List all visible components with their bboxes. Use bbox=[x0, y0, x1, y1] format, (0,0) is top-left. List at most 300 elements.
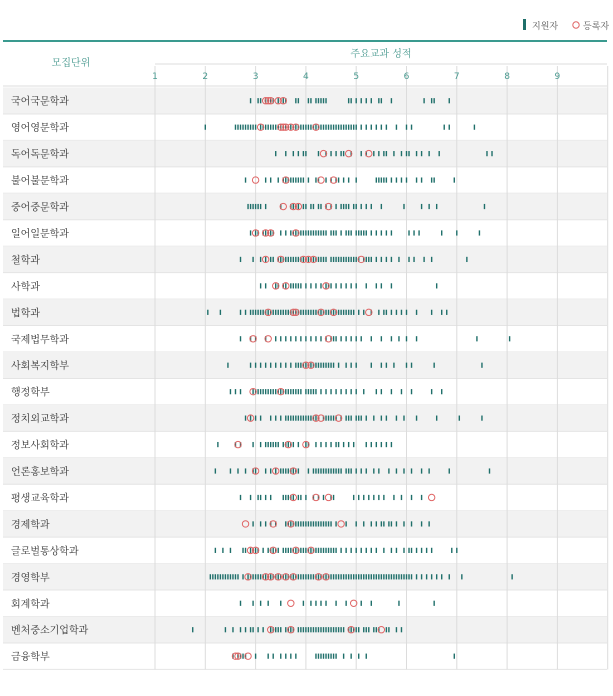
applicant-mark bbox=[391, 310, 392, 315]
x-tick-label: 1 bbox=[152, 72, 158, 82]
applicant-mark bbox=[393, 574, 394, 579]
applicant-mark bbox=[217, 574, 218, 579]
applicant-mark bbox=[315, 548, 316, 553]
applicant-mark bbox=[290, 177, 291, 182]
applicant-mark bbox=[366, 204, 367, 209]
applicant-mark bbox=[366, 627, 367, 632]
applicant-mark bbox=[363, 495, 364, 500]
applicant-mark bbox=[265, 363, 266, 368]
registrant-legend-label: 등록자 bbox=[583, 22, 610, 32]
applicant-mark bbox=[320, 442, 321, 447]
applicant-mark bbox=[343, 654, 344, 659]
applicant-mark bbox=[275, 363, 276, 368]
applicant-mark bbox=[295, 389, 296, 394]
applicant-mark bbox=[343, 177, 344, 182]
applicant-mark bbox=[320, 283, 321, 288]
applicant-mark bbox=[328, 521, 329, 526]
applicant-mark bbox=[318, 98, 319, 103]
applicant-mark bbox=[235, 574, 236, 579]
applicant-mark bbox=[310, 601, 311, 606]
applicant-mark bbox=[300, 336, 301, 341]
applicant-mark bbox=[220, 574, 221, 579]
applicant-mark bbox=[381, 230, 382, 235]
applicant-mark bbox=[273, 125, 274, 130]
applicant-mark bbox=[361, 468, 362, 473]
applicant-mark bbox=[356, 177, 357, 182]
applicant-mark bbox=[273, 654, 274, 659]
applicant-mark bbox=[257, 389, 258, 394]
applicant-mark bbox=[356, 204, 357, 209]
applicant-mark bbox=[260, 389, 261, 394]
row-label: 정보사회학과 bbox=[11, 440, 69, 452]
applicant-mark bbox=[247, 125, 248, 130]
row-label: 경제학과 bbox=[11, 519, 50, 531]
applicant-mark bbox=[335, 654, 336, 659]
applicant-mark bbox=[449, 125, 450, 130]
applicant-mark bbox=[353, 125, 354, 130]
applicant-mark bbox=[413, 230, 414, 235]
applicant-mark bbox=[252, 442, 253, 447]
applicant-mark bbox=[340, 389, 341, 394]
applicant-mark bbox=[363, 389, 364, 394]
applicant-mark bbox=[260, 521, 261, 526]
applicant-mark bbox=[406, 177, 407, 182]
applicant-mark bbox=[356, 627, 357, 632]
x-tick-label: 4 bbox=[303, 72, 309, 82]
applicant-mark bbox=[320, 627, 321, 632]
applicant-mark bbox=[285, 521, 286, 526]
applicant-mark bbox=[330, 574, 331, 579]
applicant-mark bbox=[318, 627, 319, 632]
x-tick-label: 3 bbox=[252, 72, 259, 82]
applicant-mark bbox=[421, 495, 422, 500]
x-tick-label: 8 bbox=[504, 72, 510, 82]
applicant-mark bbox=[303, 416, 304, 421]
applicant-mark bbox=[320, 389, 321, 394]
applicant-mark bbox=[356, 98, 357, 103]
applicant-mark bbox=[270, 257, 271, 262]
applicant-mark bbox=[303, 574, 304, 579]
applicant-mark bbox=[366, 257, 367, 262]
applicant-mark bbox=[343, 257, 344, 262]
applicant-mark bbox=[376, 257, 377, 262]
applicant-mark bbox=[345, 601, 346, 606]
applicant-mark bbox=[376, 548, 377, 553]
applicant-mark bbox=[426, 548, 427, 553]
applicant-mark bbox=[270, 230, 271, 235]
applicant-mark bbox=[330, 389, 331, 394]
applicant-mark bbox=[255, 363, 256, 368]
applicant-mark bbox=[491, 151, 492, 156]
unit-column-header: 모집단위 bbox=[51, 58, 91, 69]
applicant-mark bbox=[265, 177, 266, 182]
applicant-mark bbox=[371, 98, 372, 103]
applicant-mark bbox=[318, 521, 319, 526]
applicant-mark bbox=[411, 125, 412, 130]
x-tick-label: 6 bbox=[403, 72, 410, 82]
applicant-mark bbox=[356, 336, 357, 341]
applicant-mark bbox=[416, 177, 417, 182]
applicant-mark bbox=[315, 521, 316, 526]
applicant-mark bbox=[338, 310, 339, 315]
applicant-mark bbox=[398, 574, 399, 579]
applicant-mark bbox=[318, 574, 319, 579]
applicant-mark bbox=[361, 204, 362, 209]
row-background bbox=[3, 352, 607, 378]
applicant-mark bbox=[345, 283, 346, 288]
applicant-mark bbox=[308, 125, 309, 130]
applicant-mark bbox=[363, 230, 364, 235]
applicant-mark bbox=[330, 230, 331, 235]
applicant-mark bbox=[303, 230, 304, 235]
applicant-mark bbox=[283, 310, 284, 315]
applicant-mark bbox=[290, 389, 291, 394]
applicant-mark bbox=[378, 495, 379, 500]
applicant-mark bbox=[300, 495, 301, 500]
applicant-mark bbox=[449, 468, 450, 473]
applicant-mark bbox=[310, 363, 311, 368]
applicant-mark bbox=[338, 574, 339, 579]
applicant-mark bbox=[275, 151, 276, 156]
applicant-mark bbox=[333, 574, 334, 579]
applicant-mark bbox=[476, 336, 477, 341]
applicant-mark bbox=[325, 601, 326, 606]
row-label: 평생교육학과 bbox=[11, 493, 69, 505]
applicant-mark bbox=[227, 363, 228, 368]
applicant-mark bbox=[401, 627, 402, 632]
applicant-mark bbox=[338, 257, 339, 262]
applicant-mark bbox=[396, 521, 397, 526]
applicant-mark bbox=[300, 363, 301, 368]
applicant-mark bbox=[245, 125, 246, 130]
applicant-mark bbox=[436, 283, 437, 288]
applicant-mark bbox=[257, 495, 258, 500]
applicant-mark bbox=[320, 521, 321, 526]
applicant-mark bbox=[318, 548, 319, 553]
applicant-mark bbox=[305, 574, 306, 579]
applicant-mark bbox=[361, 125, 362, 130]
applicant-mark bbox=[371, 257, 372, 262]
applicant-mark bbox=[433, 177, 434, 182]
applicant-mark bbox=[381, 257, 382, 262]
applicant-mark bbox=[255, 416, 256, 421]
applicant-mark bbox=[353, 204, 354, 209]
applicant-mark bbox=[293, 468, 294, 473]
applicant-mark bbox=[391, 177, 392, 182]
registrant-mark bbox=[428, 494, 434, 500]
applicant-mark bbox=[315, 601, 316, 606]
applicant-mark bbox=[285, 177, 286, 182]
applicant-mark bbox=[373, 495, 374, 500]
applicant-mark bbox=[356, 468, 357, 473]
applicant-mark bbox=[300, 310, 301, 315]
applicant-mark bbox=[340, 257, 341, 262]
row-label: 철학과 bbox=[11, 255, 40, 267]
applicant-mark bbox=[298, 416, 299, 421]
applicant-mark bbox=[396, 416, 397, 421]
applicant-mark bbox=[283, 98, 284, 103]
applicant-mark bbox=[230, 389, 231, 394]
applicant-mark bbox=[454, 177, 455, 182]
applicant-mark bbox=[290, 627, 291, 632]
applicant-mark bbox=[260, 125, 261, 130]
applicant-mark bbox=[320, 548, 321, 553]
applicant-mark bbox=[386, 627, 387, 632]
applicant-mark bbox=[215, 548, 216, 553]
applicant-mark bbox=[257, 98, 258, 103]
applicant-mark bbox=[461, 574, 462, 579]
applicant-mark bbox=[310, 336, 311, 341]
applicant-mark bbox=[325, 548, 326, 553]
applicant-mark bbox=[401, 310, 402, 315]
applicant-mark bbox=[267, 442, 268, 447]
applicant-mark bbox=[222, 548, 223, 553]
applicant-mark bbox=[285, 336, 286, 341]
applicant-mark bbox=[275, 336, 276, 341]
applicant-mark bbox=[403, 521, 404, 526]
applicant-mark bbox=[406, 310, 407, 315]
applicant-mark bbox=[373, 468, 374, 473]
applicant-mark bbox=[290, 257, 291, 262]
applicant-mark bbox=[275, 283, 276, 288]
row-label: 독어독문학과 bbox=[11, 149, 69, 161]
applicant-mark bbox=[328, 363, 329, 368]
applicant-mark bbox=[260, 601, 261, 606]
applicant-mark bbox=[257, 310, 258, 315]
applicant-mark bbox=[270, 363, 271, 368]
applicant-mark bbox=[305, 310, 306, 315]
applicant-mark bbox=[368, 495, 369, 500]
applicant-mark bbox=[345, 389, 346, 394]
applicant-mark bbox=[356, 389, 357, 394]
applicant-mark bbox=[438, 151, 439, 156]
applicant-mark bbox=[250, 125, 251, 130]
applicant-mark bbox=[270, 389, 271, 394]
applicant-mark bbox=[290, 521, 291, 526]
applicant-mark bbox=[328, 654, 329, 659]
applicant-mark bbox=[298, 257, 299, 262]
applicant-mark bbox=[391, 442, 392, 447]
applicant-mark bbox=[325, 574, 326, 579]
applicant-mark bbox=[240, 601, 241, 606]
applicant-mark bbox=[381, 98, 382, 103]
applicant-mark bbox=[285, 654, 286, 659]
applicant-mark bbox=[345, 468, 346, 473]
applicant-mark bbox=[428, 204, 429, 209]
applicant-mark bbox=[320, 468, 321, 473]
applicant-mark bbox=[353, 310, 354, 315]
applicant-mark bbox=[396, 468, 397, 473]
applicant-mark bbox=[283, 495, 284, 500]
applicant-mark bbox=[303, 204, 304, 209]
applicant-mark bbox=[278, 442, 279, 447]
applicant-mark bbox=[356, 283, 357, 288]
applicant-mark bbox=[459, 416, 460, 421]
row-label: 중어중문학과 bbox=[11, 202, 69, 214]
x-axis-ticks bbox=[152, 72, 560, 82]
applicant-mark bbox=[315, 363, 316, 368]
row-label: 행정학부 bbox=[11, 387, 50, 399]
applicant-mark bbox=[293, 204, 294, 209]
applicant-mark bbox=[416, 548, 417, 553]
applicant-mark bbox=[451, 548, 452, 553]
applicant-mark bbox=[240, 389, 241, 394]
applicant-mark bbox=[335, 601, 336, 606]
applicant-mark bbox=[388, 521, 389, 526]
applicant-mark bbox=[489, 468, 490, 473]
applicant-mark bbox=[280, 468, 281, 473]
applicant-mark bbox=[325, 283, 326, 288]
applicant-mark bbox=[265, 230, 266, 235]
applicant-mark bbox=[340, 125, 341, 130]
applicant-mark bbox=[262, 548, 263, 553]
applicant-mark bbox=[288, 310, 289, 315]
applicant-mark bbox=[350, 283, 351, 288]
x-tick-label: 9 bbox=[554, 72, 561, 82]
applicant-mark bbox=[323, 363, 324, 368]
applicant-mark bbox=[313, 521, 314, 526]
applicant-mark bbox=[345, 574, 346, 579]
applicant-mark bbox=[340, 627, 341, 632]
applicant-mark bbox=[275, 125, 276, 130]
applicant-mark bbox=[396, 627, 397, 632]
applicant-mark bbox=[305, 336, 306, 341]
applicant-mark bbox=[252, 574, 253, 579]
applicant-mark bbox=[403, 468, 404, 473]
applicant-mark bbox=[381, 177, 382, 182]
applicant-mark bbox=[356, 125, 357, 130]
applicant-mark bbox=[376, 230, 377, 235]
applicant-mark bbox=[285, 257, 286, 262]
applicant-mark bbox=[323, 468, 324, 473]
applicant-mark bbox=[335, 230, 336, 235]
applicant-mark bbox=[401, 574, 402, 579]
applicant-mark bbox=[333, 495, 334, 500]
applicant-mark bbox=[225, 627, 226, 632]
applicant-mark bbox=[313, 574, 314, 579]
applicant-mark bbox=[416, 416, 417, 421]
applicant-mark bbox=[366, 442, 367, 447]
applicant-mark bbox=[350, 548, 351, 553]
applicant-mark bbox=[361, 98, 362, 103]
applicant-mark bbox=[283, 468, 284, 473]
row-background bbox=[3, 140, 607, 166]
applicant-mark bbox=[280, 336, 281, 341]
applicant-mark bbox=[300, 177, 301, 182]
applicant-mark bbox=[275, 389, 276, 394]
applicant-mark bbox=[265, 283, 266, 288]
applicant-mark bbox=[298, 627, 299, 632]
applicant-mark bbox=[280, 654, 281, 659]
applicant-mark bbox=[350, 98, 351, 103]
applicant-mark bbox=[431, 310, 432, 315]
applicant-mark bbox=[262, 310, 263, 315]
applicant-mark bbox=[388, 627, 389, 632]
applicant-mark bbox=[278, 627, 279, 632]
applicant-mark bbox=[315, 442, 316, 447]
applicant-mark bbox=[376, 442, 377, 447]
applicant-mark bbox=[333, 310, 334, 315]
applicant-mark bbox=[330, 125, 331, 130]
applicant-mark bbox=[217, 442, 218, 447]
applicant-mark bbox=[368, 257, 369, 262]
applicant-mark bbox=[310, 125, 311, 130]
applicant-mark bbox=[305, 363, 306, 368]
applicant-mark bbox=[305, 125, 306, 130]
applicant-mark bbox=[348, 416, 349, 421]
applicant-mark bbox=[310, 98, 311, 103]
applicant-mark bbox=[350, 627, 351, 632]
applicant-mark bbox=[295, 98, 296, 103]
applicant-mark bbox=[293, 177, 294, 182]
applicant-mark bbox=[240, 310, 241, 315]
applicant-mark bbox=[416, 336, 417, 341]
applicant-mark bbox=[255, 548, 256, 553]
applicant-mark bbox=[305, 416, 306, 421]
applicant-mark bbox=[391, 548, 392, 553]
applicant-mark bbox=[298, 442, 299, 447]
applicant-mark bbox=[255, 654, 256, 659]
applicant-mark bbox=[371, 125, 372, 130]
applicant-mark bbox=[358, 310, 359, 315]
applicant-mark bbox=[308, 177, 309, 182]
applicant-mark bbox=[325, 363, 326, 368]
applicant-mark bbox=[318, 230, 319, 235]
applicant-mark bbox=[330, 442, 331, 447]
applicant-mark bbox=[323, 230, 324, 235]
applicant-mark bbox=[343, 574, 344, 579]
applicant-mark bbox=[391, 283, 392, 288]
applicant-mark bbox=[293, 574, 294, 579]
applicant-mark bbox=[325, 310, 326, 315]
applicant-mark bbox=[323, 98, 324, 103]
applicant-mark bbox=[225, 574, 226, 579]
applicant-mark bbox=[325, 257, 326, 262]
applicant-mark bbox=[315, 416, 316, 421]
row-label: 국어국문학과 bbox=[11, 96, 69, 108]
applicant-mark bbox=[265, 574, 266, 579]
applicant-mark bbox=[320, 363, 321, 368]
applicant-mark bbox=[333, 230, 334, 235]
applicant-mark bbox=[250, 548, 251, 553]
applicant-mark bbox=[305, 204, 306, 209]
applicant-mark bbox=[293, 151, 294, 156]
applicant-mark bbox=[315, 468, 316, 473]
applicant-mark bbox=[320, 230, 321, 235]
registrant-mark bbox=[288, 600, 294, 606]
applicant-mark bbox=[411, 363, 412, 368]
applicant-mark bbox=[441, 389, 442, 394]
applicant-mark bbox=[315, 125, 316, 130]
applicant-mark bbox=[310, 548, 311, 553]
applicant-mark bbox=[295, 230, 296, 235]
applicant-mark bbox=[240, 336, 241, 341]
applicant-mark bbox=[290, 125, 291, 130]
applicant-mark bbox=[267, 548, 268, 553]
applicant-mark bbox=[240, 627, 241, 632]
applicant-mark bbox=[421, 151, 422, 156]
row-label: 금융학부 bbox=[11, 652, 50, 664]
applicant-mark bbox=[285, 283, 286, 288]
applicant-mark bbox=[320, 601, 321, 606]
x-tick-label: 2 bbox=[202, 72, 209, 82]
applicant-mark bbox=[325, 442, 326, 447]
applicant-mark bbox=[378, 177, 379, 182]
applicant-mark bbox=[300, 521, 301, 526]
row-background bbox=[3, 617, 607, 643]
applicant-mark bbox=[293, 495, 294, 500]
applicant-mark bbox=[260, 416, 261, 421]
